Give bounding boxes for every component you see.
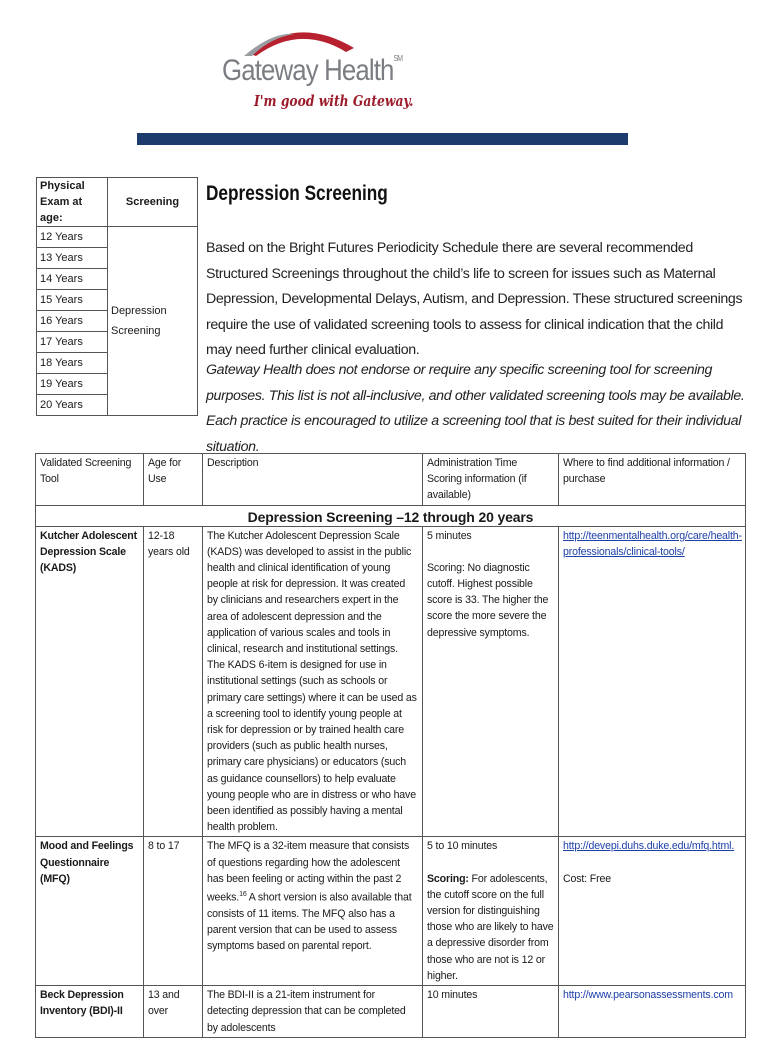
admin-cell bbox=[423, 837, 559, 986]
info-cell bbox=[559, 837, 746, 986]
col-header-age: Age for Use bbox=[144, 454, 203, 506]
age-row: 13 Years bbox=[37, 248, 108, 269]
age-row: 18 Years bbox=[37, 353, 108, 374]
logo-arc-icon bbox=[242, 22, 362, 56]
screening-tools-table bbox=[35, 453, 746, 1038]
tool-description: The BDI-II is a 21-item instrument for detecting depression that can be completed by adolescents bbox=[203, 986, 423, 1038]
screening-header: Screening bbox=[108, 178, 198, 227]
exam-age-table bbox=[36, 177, 198, 416]
col-header-tool: Validated Screening Tool bbox=[36, 454, 144, 506]
screening-value: Depression Screening bbox=[108, 227, 198, 416]
scoring-info: Scoring: No diagnostic cutoff. Highest possible score is 33. The higher the score the more severe the depressive symptoms. bbox=[427, 561, 549, 639]
scoring-info: Scoring: For adolescents, the cutoff score on the full version for distinguishing those who are likely to have a depressive disorder from those who are not is 12 or higher. bbox=[427, 872, 554, 982]
age-header: Physical Exam at age: bbox=[37, 178, 108, 227]
footnote: 16 bbox=[239, 891, 247, 899]
info-link[interactable]: http://teenmentalhealth.org/care/health-professionals/clinical-tools/ bbox=[563, 529, 742, 558]
age-row: 16 Years bbox=[37, 311, 108, 332]
age-row: 14 Years bbox=[37, 269, 108, 290]
tool-description: The MFQ is a 32-item measure that consists of questions regarding how the adolescent has been feeling or acting within the past 2 weeks.$^{16}$ A short version is also available that consists of 11 items. The MFQ also has a parent version that can be used to assess symptoms based on parental report. bbox=[203, 837, 423, 986]
cost-info: Cost: Free bbox=[563, 872, 611, 885]
info-link[interactable]: http://devepi.duhs.duke.edu/mfq.html. bbox=[563, 840, 735, 853]
admin-time: 10 minutes bbox=[423, 986, 559, 1038]
col-header-admin: Administration Time Scoring information (if available) bbox=[423, 454, 559, 506]
age-range: 13 and over bbox=[144, 986, 203, 1038]
gateway-health-logo bbox=[222, 22, 414, 120]
tool-name: Mood and Feelings Questionnaire (MFQ) bbox=[36, 837, 144, 986]
col-header-description: Description bbox=[203, 454, 423, 506]
page-title: Depression Screening bbox=[206, 182, 388, 205]
age-range: 8 to 17 bbox=[144, 837, 203, 986]
brand-tagline: I'm good with Gateway. bbox=[254, 92, 414, 110]
header-divider-bar bbox=[137, 133, 628, 145]
section-title: Depression Screening –12 through 20 years bbox=[36, 505, 746, 526]
intro-paragraph: Based on the Bright Futures Periodicity Schedule there are several recommended Structured Screenings throughout the child’s life to screen for issues such as Maternal Depression, Developmental Delays, Autism, and Depression. These structured screenings require the use of validated screening tools to assess for clinical indication that the child may need further clinical evaluation. bbox=[206, 240, 743, 358]
disclaimer-paragraph: Gateway Health does not endorse or require any specific screening tool for screening purposes. This list is not all-inclusive, and other validated screening tools may be available. Each practice is encouraged to utilize a screening tool that is best suited for their individual situation. bbox=[206, 362, 745, 455]
table-row bbox=[36, 837, 746, 986]
tool-name: Kutcher Adolescent Depression Scale (KADS) bbox=[36, 526, 144, 837]
age-row: 17 Years bbox=[37, 332, 108, 353]
age-row: 15 Years bbox=[37, 290, 108, 311]
info-cell bbox=[559, 526, 746, 837]
age-row: 19 Years bbox=[37, 374, 108, 395]
admin-time: 5 minutes bbox=[427, 529, 472, 542]
info-link[interactable]: http://www.pearsonassessments.com bbox=[563, 989, 733, 1002]
info-cell bbox=[559, 986, 746, 1038]
col-header-info: Where to find additional information / purchase bbox=[559, 454, 746, 506]
brand-name: Gateway Health℠ bbox=[222, 54, 403, 87]
age-row: 12 Years bbox=[37, 227, 108, 248]
admin-cell bbox=[423, 526, 559, 837]
age-row: 20 Years bbox=[37, 395, 108, 416]
tool-description: The Kutcher Adolescent Depression Scale (KADS) was developed to assist in the public health and clinical identification of young people at risk for depression. It was created by clinicians and researchers expert in the area of adolescent depression and the application of various scales and tools in clinical, research and institutional settings. The KADS 6-item is designed for use in institutional settings (such as schools or primary care settings) where it can be used as a screening tool to identify young people at risk for depression or by trained health care providers (such as public health nurses, primary care physicians) or educators (such as guidance counsellors) to help evaluate young people who are in distress or who have been identified as possibly having a mental health problem. bbox=[203, 526, 423, 837]
table-row bbox=[36, 986, 746, 1038]
table-header-row bbox=[36, 454, 746, 506]
admin-time: 5 to 10 minutes bbox=[427, 840, 498, 853]
tool-name: Beck Depression Inventory (BDI)-II bbox=[36, 986, 144, 1038]
age-range: 12-18 years old bbox=[144, 526, 203, 837]
table-row bbox=[36, 526, 746, 837]
